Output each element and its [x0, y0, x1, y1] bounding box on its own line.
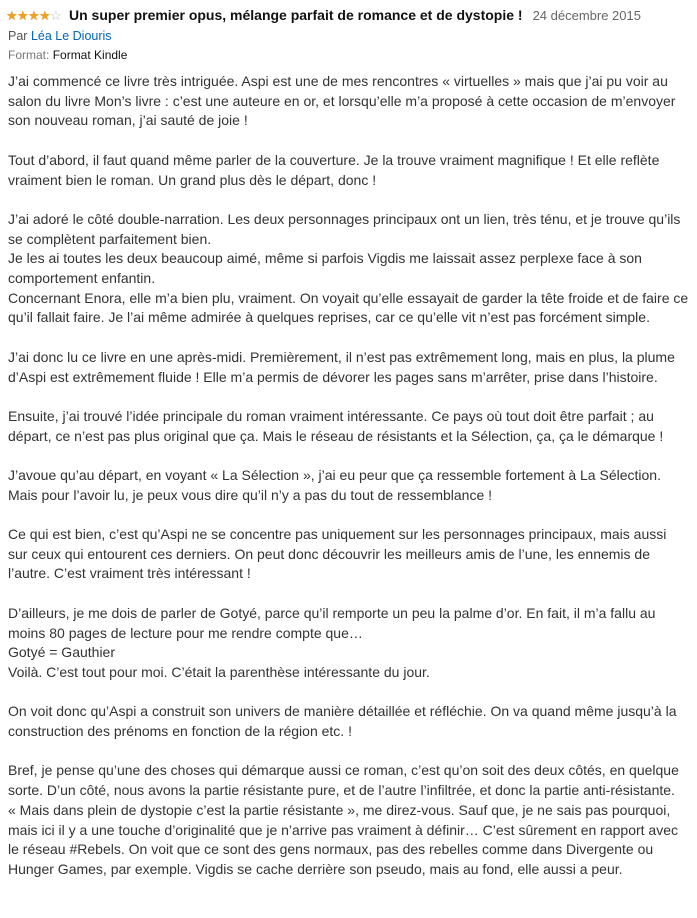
format-info: [8, 46, 689, 65]
review-date: 24 décembre 2015: [532, 7, 641, 23]
review-paragraph: [8, 407, 689, 446]
paragraph-text: Ensuite, j’ai trouvé l’idée principale du roman vraiment intéressante. Ce pays où tout doit être parfait ; au départ, ce n’est pas plus original que ça. Mais le réseau de résistants et la Sélection, ça, ça le démarque !: [8, 407, 664, 444]
review-paragraph: [8, 72, 689, 131]
star-full-icon: ★: [28, 7, 40, 23]
paragraph-text: Gotyé = Gauthier: [8, 644, 116, 661]
star-full-icon: ★: [17, 7, 29, 23]
paragraph-text: Je les ai toutes les deux beaucoup aimé, même si parfois Vigdis me laissait assez perplexe face à son comportement enfantin.: [8, 250, 642, 286]
review-paragraph: [8, 210, 689, 328]
paragraph-text: D’ailleurs, je me dois de parler de Gotyé, parce qu’il remporte un peu la palme d’or. En fait, il m’a fallu au moins 80 pages de lecture pour me rendre compte que…: [8, 604, 656, 641]
review-paragraph: [8, 761, 689, 879]
star-full-icon: ★: [6, 7, 18, 23]
paragraph-text: J’ai commencé ce livre très intriguée. Aspi est une de mes rencontres « virtuelles » mais que j’ai pu voir au salon du livre Mon’s livre : c’est une auteure en or, et lorsqu’elle m’a proposé à cette occasion de m’envoyer son nouveau roman, j’ai sauté de joie !: [8, 73, 676, 129]
review-body: [8, 72, 689, 880]
review-header: [8, 4, 689, 26]
star-full-icon: ★: [39, 7, 51, 23]
paragraph-text: Tout d’abord, il faut quand même parler de la couverture. Je la trouve vraiment magnifique ! Et elle reflète vraiment bien le roman. Un grand plus dès le départ, donc !: [8, 151, 660, 188]
star-rating[interactable]: [6, 9, 61, 22]
format-value: Format Kindle: [52, 48, 128, 62]
paragraph-text: Bref, je pense qu’une des choses qui démarque aussi ce roman, c’est qu’on soit des deux côtés, en quelque sorte. D’un côté, nous avons la partie résistante pure, et de l’autre l’infiltrée, et donc la partie anti-résistante.: [8, 762, 679, 799]
review-paragraph: [8, 348, 689, 387]
paragraph-text: J’ai donc lu ce livre en une après-midi. Premièrement, il n’est pas extrêmement long, mais en plus, la plume d’Aspi est extrêmement fluide ! Elle m’a permis de dévorer les pages sans m’arrêter, prise dans l’histoire.: [8, 348, 675, 385]
review-paragraph: [8, 466, 689, 505]
paragraph-text: On voit donc qu’Aspi a construit son univers de manière détaillée et réfléchie. On va quand même jusqu’à la construction des prénoms en fonction de la région etc. !: [8, 703, 677, 740]
review-byline: [8, 26, 689, 46]
paragraph-text: « Mais dans plein de dystopie c’est la partie résistante », me direz-vous. Sauf que, je ne sais pas pourquoi, mais ici il y a une touche d’originalité que je n’arrive pas vraiment à définir… C’est sûrement en rapport avec le réseau #Rebels. On voit que ce sont des gens normaux, pas des rebelles comme dans Divergente ou Hunger Games, par exemple. Vigdis se cache derrière son pseudo, mais au fond, elle aussi a peur.: [8, 801, 678, 877]
review-title[interactable]: Un super premier opus, mélange parfait de romance et de dystopie !: [69, 7, 523, 23]
review-paragraph: [8, 151, 689, 190]
paragraph-text: J’ai adoré le côté double-narration. Les deux personnages principaux ont un lien, très ténu, et je trouve qu’ils se complètent parfaitement bien.: [8, 210, 681, 247]
review-paragraph: [8, 525, 689, 584]
by-label: Par: [8, 29, 28, 43]
paragraph-text: J’avoue qu’au départ, en voyant « La Sélection », j’ai eu peur que ça ressemble fortement à La Sélection. Mais pour l’avoir lu, je peux vous dire qu’il n’y a pas du tout de ressemblance !: [8, 466, 661, 503]
paragraph-text: Voilà. C’est tout pour moi. C’était la parenthèse intéressante du jour.: [8, 663, 430, 680]
format-label: Format:: [8, 48, 50, 62]
review-paragraph: [8, 604, 689, 683]
paragraph-text: Ce qui est bien, c’est qu’Aspi ne se concentre pas uniquement sur les personnages principaux, mais aussi sur ceux qui entourent ces derniers. On peut donc découvrir les meilleurs amis de l’une, les ennemis de l’autre. C’est vraiment très intéressant !: [8, 526, 667, 582]
review-paragraph: [8, 702, 689, 741]
author-link[interactable]: Léa Le Diouris: [30, 29, 112, 43]
paragraph-text: Concernant Enora, elle m’a bien plu, vraiment. On voyait qu’elle essayait de garder la tête froide et de faire ce qu’il fallait faire. Je l’ai même admirée à quelques reprises, car ce qu’elle vit n’est pas forcément simple.: [8, 289, 689, 326]
star-empty-icon: ☆: [50, 7, 62, 23]
